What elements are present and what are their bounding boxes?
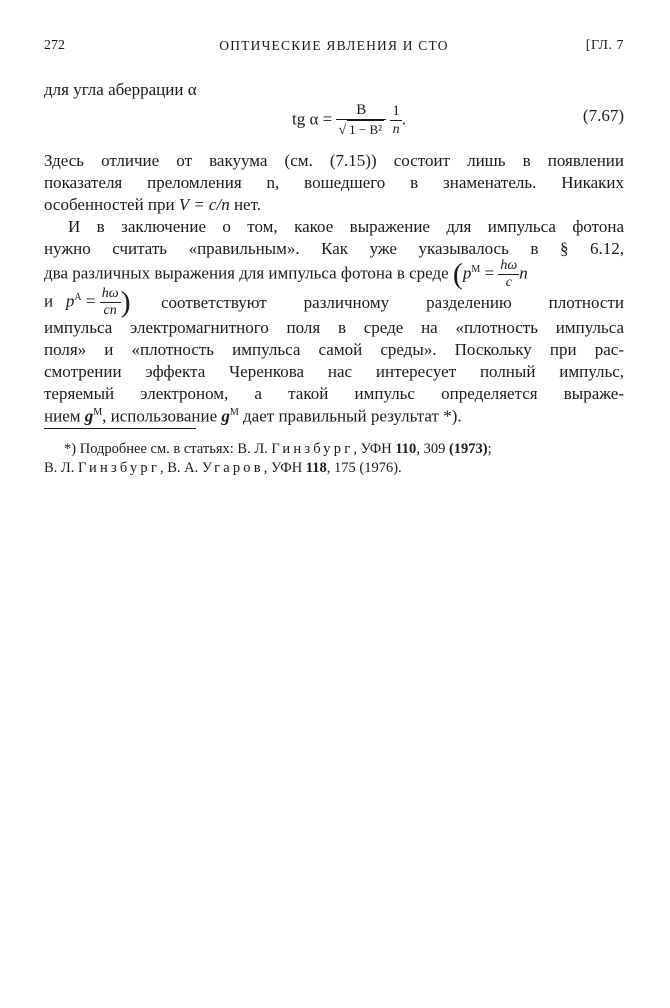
fraction-hw-c: $\frac{h\omega}{c}$ [500, 258, 518, 290]
equation-number: (7.67) [582, 106, 624, 125]
page-number: 272 [44, 38, 65, 53]
factor-denominator: n [392, 122, 400, 137]
p2-line-5: импульса электромагнитного поля в среде на «плотность импульса [44, 318, 624, 337]
p2-line-7: смотрении эффекта Черенкова нас интересует полный импульс, [44, 362, 624, 381]
fraction-numerator: B [356, 102, 367, 118]
momentum-abraham: p [65, 291, 75, 311]
footnote-line-2: В. Л. Гинзбург, В. А. Угаров, УФН 118, 175 (1976). [44, 460, 402, 476]
p1-line-1: Здесь отличие от вакуума (см. (7.15)) состоит лишь в появлении [44, 151, 624, 170]
p2-line-6: поля» и «плотность импульса самой среды». Поскольку при рас- [44, 340, 624, 359]
equation-7-67 [44, 101, 624, 137]
p2-line-4: и $p^A$ = $\frac{h\omega}{cn}$ ) соответствуют различному разделению плотности [44, 285, 624, 319]
equation-period: . [401, 109, 407, 129]
fraction-denominator [336, 119, 386, 140]
footnote-line-1: *) Подробнее см. в статьях: В. Л. Гинзбург, УФН 110, 309 (1973); [64, 441, 492, 457]
p1-line-3: особенностей при V = c/n нет. [44, 195, 261, 214]
radical-sign-icon: √ [338, 123, 347, 138]
footnote-marker: *) [64, 441, 77, 457]
p2-line-3: два различных выражения для импульса фотона в среде ($p^M$ = $\frac{h\omega}{c}$ n [44, 257, 528, 291]
fraction-main [336, 101, 386, 140]
intro-line: для угла аберрации α [44, 80, 197, 99]
factor-numerator: 1 [392, 103, 400, 119]
chapter-label: [ГЛ. 7 [585, 38, 624, 53]
radicand: 1 − B² [349, 122, 383, 137]
equation-lhs: tg α = [292, 109, 333, 129]
fraction-hw-cn: $\frac{h\omega}{cn}$ [101, 286, 119, 318]
p2-line-9: нием $g^M$, использование $g^M$ дает правильный результат *). [44, 406, 462, 426]
inline-math-v: V = c/n [178, 195, 230, 214]
momentum-density-g: g [84, 406, 94, 426]
page-header [44, 38, 624, 60]
running-title: ОПТИЧЕСКИЕ ЯВЛЕНИЯ И СТО [219, 38, 449, 53]
momentum-minkowski: p [462, 263, 472, 283]
p2-line-1: И в заключение о том, какое выражение для импульса фотона [68, 217, 624, 236]
p2-line-2: нужно считать «правильным». Как уже указывалось в § 6.12, [44, 239, 624, 258]
p1-line-2: показателя преломления n, вошедшего в знаменатель. Никаких [44, 173, 624, 192]
footnote-separator [44, 428, 196, 429]
fraction-factor [390, 102, 402, 139]
p2-line-8: теряемый электроном, а такой импульс определяется выраже- [44, 384, 624, 403]
equation-body [292, 101, 406, 140]
